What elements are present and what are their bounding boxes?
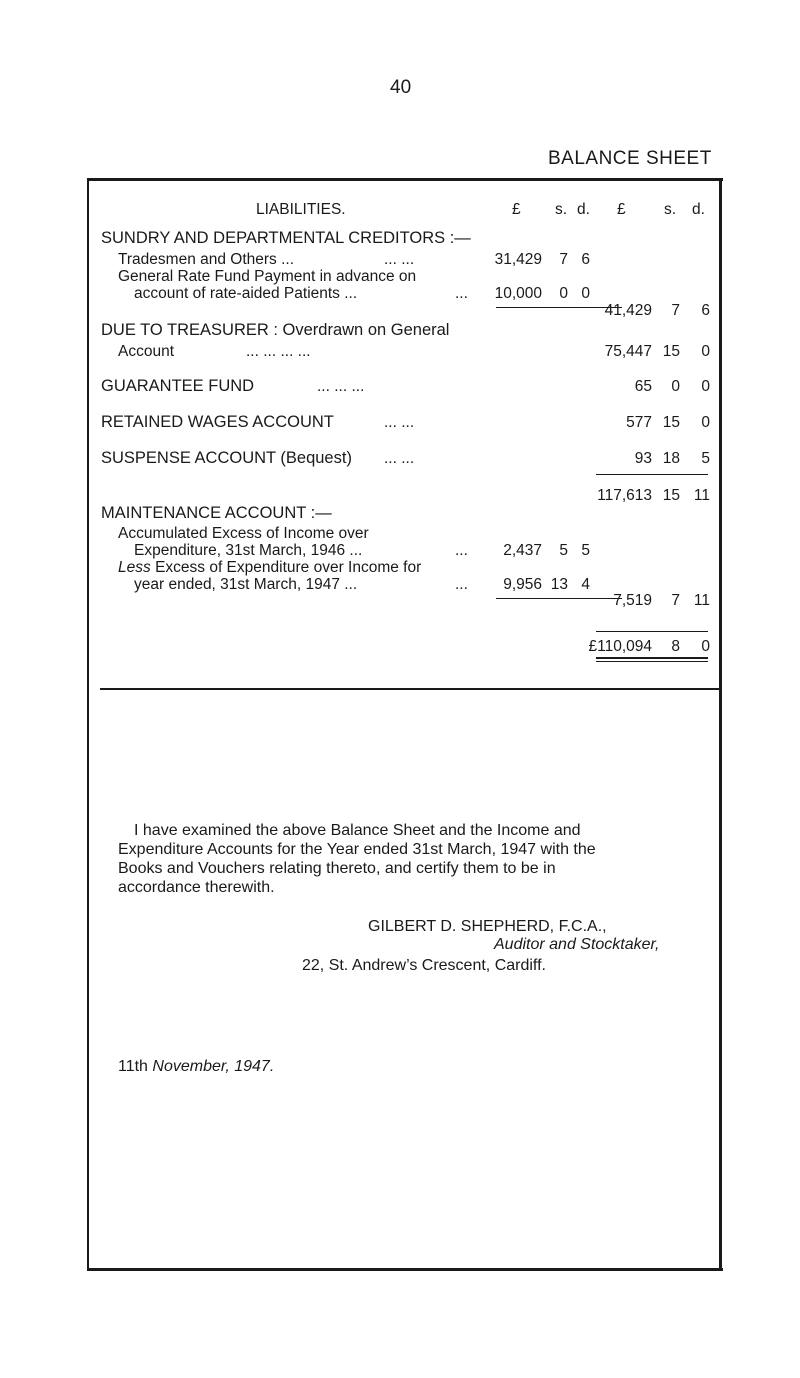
treasurer-pence: 0: [701, 343, 710, 360]
suspense-account-shillings: 18: [662, 450, 680, 467]
less-excess-pounds: 9,956: [503, 576, 542, 593]
col1-pence-header: d.: [577, 201, 590, 218]
accumulated-line2: Expenditure, 31st March, 1946 ...: [134, 542, 363, 559]
less-excess-shillings: 13: [550, 576, 568, 593]
less-excess-dots: ...: [455, 576, 468, 593]
less-excess-pence: 4: [581, 576, 590, 593]
guarantee-fund-shillings: 0: [671, 378, 680, 395]
suspense-account-pounds: 93: [634, 450, 652, 467]
general-rate-line2: account of rate-aided Patients ...: [134, 285, 358, 302]
certificate-date: [118, 1057, 274, 1076]
certificate-line3: Books and Vouchers relating thereto, and certify them to be in: [118, 860, 556, 877]
accumulated-line1: Accumulated Excess of Income over: [118, 525, 369, 542]
sundry-creditors-heading: SUNDRY AND DEPARTMENTAL CREDITORS :—: [101, 229, 471, 247]
auditor-name: GILBERT D. SHEPHERD, F.C.A.,: [368, 918, 607, 935]
page-number: 40: [390, 77, 412, 98]
treasurer-dots: ... ... ... ...: [246, 343, 311, 360]
maintenance-heading: MAINTENANCE ACCOUNT :—: [101, 504, 332, 522]
grand-total-double-rule-2: [596, 661, 708, 662]
subtotal-shillings: 15: [662, 487, 680, 504]
page-title: BALANCE SHEET: [548, 148, 712, 169]
sundry-total-shillings: 7: [671, 302, 680, 319]
maintenance-net-pence: 11: [693, 592, 710, 609]
sundry-total-pounds: 41,429: [604, 302, 652, 319]
certificate-line2: Expenditure Accounts for the Year ended 31st March, 1947 with the: [118, 841, 596, 858]
liabilities-heading: LIABILITIES.: [256, 201, 346, 218]
frame-right-rule: [719, 180, 722, 1270]
certificate-line1: I have examined the above Balance Sheet and the Income and: [134, 822, 581, 839]
treasurer-pounds: 75,447: [604, 343, 652, 360]
maintenance-net-shillings: 7: [671, 592, 680, 609]
general-rate-line1: General Rate Fund Payment in advance on: [118, 268, 417, 285]
frame-top-rule: [87, 178, 723, 181]
subtotal-pounds: 117,613: [597, 487, 652, 504]
col1-pounds-header: £: [512, 201, 521, 218]
subtotal-rule: [596, 474, 708, 475]
general-rate-pounds: 10,000: [494, 285, 542, 302]
col2-shillings-header: s.: [664, 201, 677, 218]
frame-left-rule: [87, 180, 89, 1270]
suspense-account-dots: ... ...: [384, 450, 415, 467]
tradesmen-dots: ... ...: [384, 251, 415, 268]
guarantee-fund-pence: 0: [701, 378, 710, 395]
treasurer-shillings: 15: [662, 343, 680, 360]
retained-wages-label: RETAINED WAGES ACCOUNT: [101, 413, 334, 431]
general-rate-shillings: 0: [559, 285, 568, 302]
grand-total-pence: 0: [701, 638, 710, 655]
col1-shillings-header: s.: [555, 201, 568, 218]
less-word: Less: [118, 559, 151, 576]
col2-pence-header: d.: [692, 201, 705, 218]
suspense-account-pence: 5: [701, 450, 710, 467]
auditor-address: 22, St. Andrew’s Crescent, Cardiff.: [302, 957, 546, 974]
accumulated-pence: 5: [581, 542, 590, 559]
less-excess-line1: [118, 559, 421, 576]
guarantee-fund-label: GUARANTEE FUND: [101, 377, 255, 395]
date-day: 11th: [118, 1058, 148, 1075]
accumulated-shillings: 5: [559, 542, 568, 559]
grand-total-double-rule-1: [596, 657, 708, 659]
sundry-total-pence: 6: [701, 302, 710, 319]
general-rate-pence: 0: [581, 285, 590, 302]
less-excess-line2: year ended, 31st March, 1947 ...: [134, 576, 358, 593]
tradesmen-label: Tradesmen and Others ...: [118, 251, 295, 268]
retained-wages-shillings: 15: [662, 414, 680, 431]
guarantee-fund-pounds: 65: [634, 378, 652, 395]
retained-wages-pounds: 577: [626, 414, 652, 431]
tradesmen-shillings: 7: [559, 251, 568, 268]
grand-total-shillings: 8: [671, 638, 680, 655]
less-excess-line1-rest: Excess of Expenditure over Income for: [155, 559, 422, 576]
grand-total-top-rule: [596, 631, 708, 632]
tradesmen-pence: 6: [581, 251, 590, 268]
treasurer-line1: DUE TO TREASURER : Overdrawn on General: [101, 321, 450, 339]
maintenance-net-pounds: 7,519: [613, 592, 652, 609]
frame-bottom-rule: [87, 1268, 723, 1271]
suspense-account-label: SUSPENSE ACCOUNT (Bequest): [101, 449, 352, 467]
section-divider: [100, 688, 720, 690]
certificate-line4: accordance therewith.: [118, 879, 275, 896]
grand-total-pounds: £110,094: [588, 638, 652, 655]
auditor-title: Auditor and Stocktaker,: [494, 936, 660, 953]
date-rest: November, 1947.: [152, 1058, 275, 1075]
retained-wages-dots: ... ...: [384, 414, 415, 431]
col2-pounds-header: £: [617, 201, 626, 218]
retained-wages-pence: 0: [701, 414, 710, 431]
guarantee-fund-dots: ... ... ...: [317, 378, 365, 395]
tradesmen-pounds: 31,429: [494, 251, 542, 268]
treasurer-line2: Account: [118, 343, 175, 360]
accumulated-pounds: 2,437: [503, 542, 542, 559]
subtotal-pence: 11: [693, 487, 710, 504]
general-rate-dots: ...: [455, 285, 468, 302]
accumulated-dots: ...: [455, 542, 468, 559]
